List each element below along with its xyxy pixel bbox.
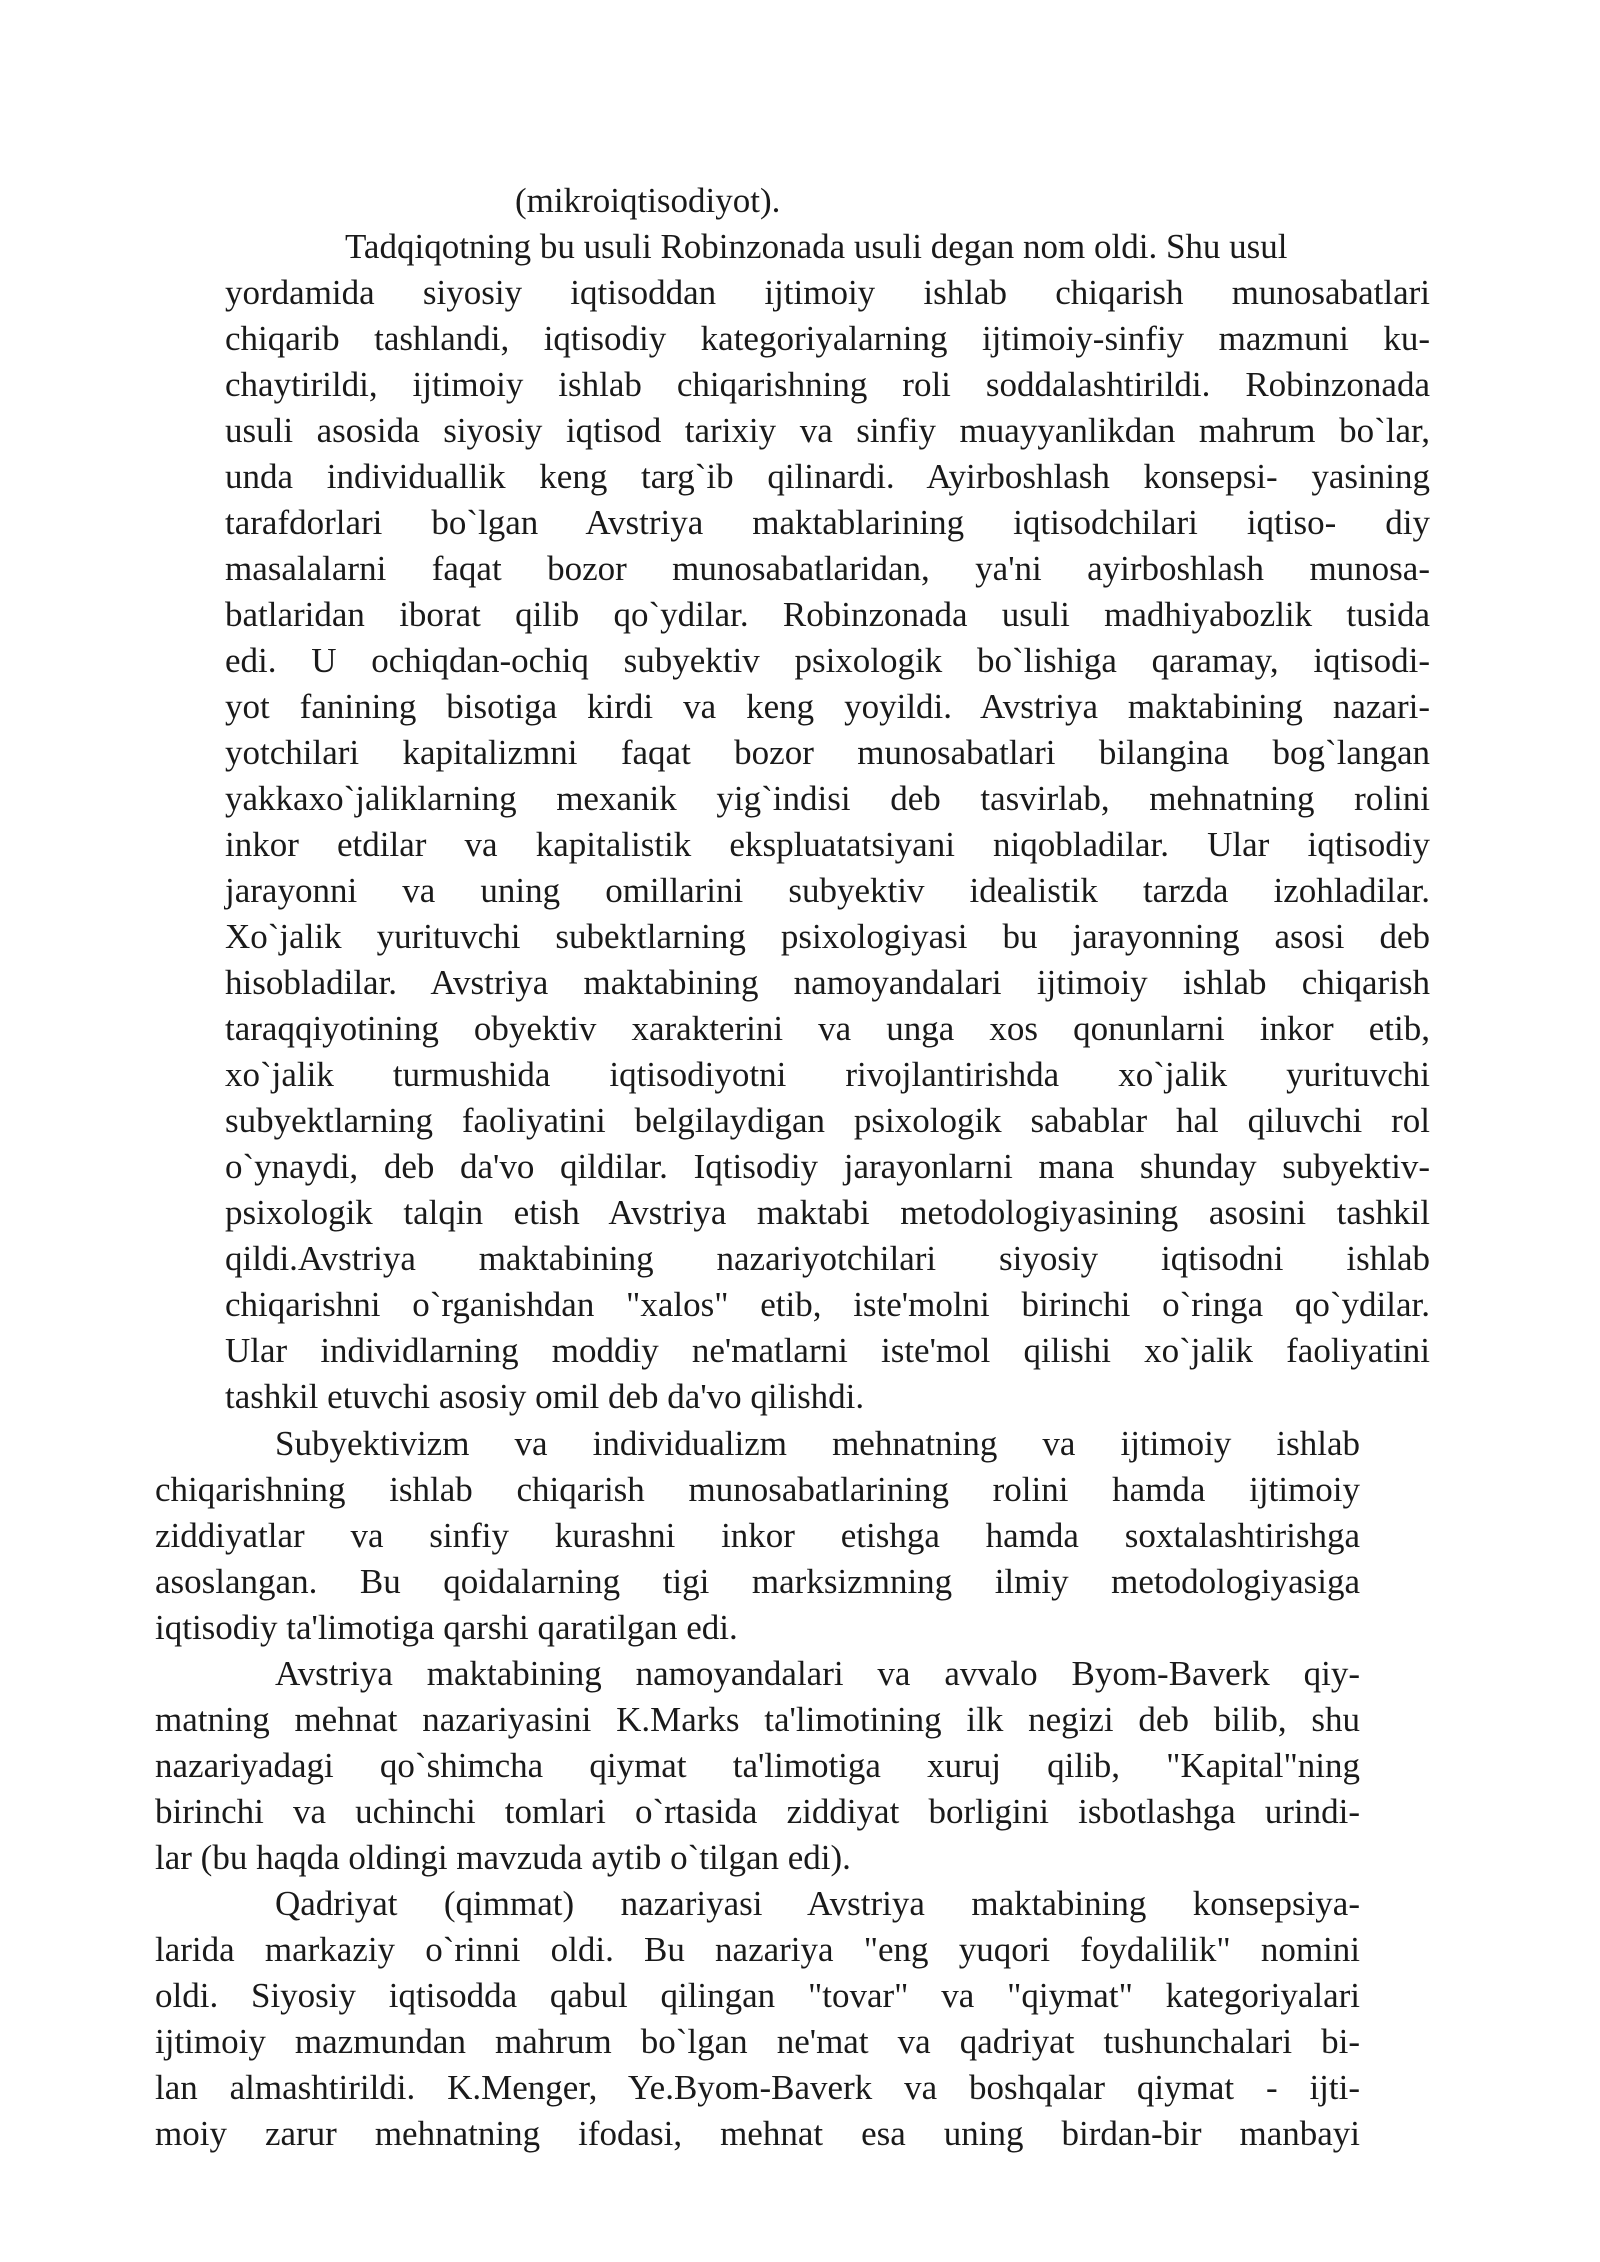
text-line: iqtisodiy ta'limotiga qarshi qaratilgan edi. [155,1608,738,1647]
text-line: lar (bu haqda oldingi mavzuda aytib o`tilgan edi). [155,1838,851,1877]
text-line: chiqarishning ishlab chiqarish munosabatlarining rolini hamda ijtimoiy [155,1470,1360,1509]
text-line: nazariyadagi qo`shimcha qiymat ta'limotiga xuruj qilib, "Kapital"ning [155,1746,1360,1785]
text-line: asoslangan. Bu qoidalarning tigi marksizmning ilmiy metodologiyasiga [155,1562,1360,1601]
text-line: birinchi va uchinchi tomlari o`rtasida ziddiyat borligini isbotlashga urindi- [155,1792,1360,1831]
text-line: ziddiyatlar va sinfiy kurashni inkor etishga hamda soxtalashtirishga [155,1516,1360,1555]
text-line: chiqarishni o`rganishdan "xalos" etib, iste'molni birinchi o`ringa qo`ydilar. [225,1285,1430,1324]
text-line: Ular individlarning moddiy ne'matlarni iste'mol qilishi xo`jalik faoliyatini [225,1331,1430,1370]
text-line: qildi.Avstriya maktabining nazariyotchilari siyosiy iqtisodni ishlab [225,1239,1430,1278]
text-line: o`ynaydi, deb da'vo qildilar. Iqtisodiy jarayonlarni mana shunday subyektiv- [225,1147,1430,1186]
text-line: yotchilari kapitalizmni faqat bozor munosabatlari bilangina bog`langan [225,733,1430,772]
text-line: subyektlarning faoliyatini belgilaydigan psixologik sabablar hal qiluvchi rol [225,1101,1430,1140]
text-line: Tadqiqotning bu usuli Robinzonada usuli degan nom oldi. Shu usul [345,227,1288,266]
text-line: chiqarib tashlandi, iqtisodiy kategoriyalarning ijtimoiy-sinfiy mazmuni ku- [225,319,1430,358]
text-line: masalalarni faqat bozor munosabatlaridan, ya'ni ayirboshlash munosa- [225,549,1430,588]
text-line: inkor etdilar va kapitalistik ekspluatatsiyani niqobladilar. Ular iqtisodiy [225,825,1430,864]
text-line: Subyektivizm va individualizm mehnatning va ijtimoiy ishlab [275,1424,1360,1463]
text-line: tashkil etuvchi asosiy omil deb da'vo qilishdi. [225,1377,865,1416]
text-line: moiy zarur mehnatning ifodasi, mehnat esa uning birdan-bir manbayi [155,2114,1360,2153]
text-line: psixologik talqin etish Avstriya maktabi metodologiyasining asosini tashkil [225,1193,1430,1232]
text-line: yordamida siyosiy iqtisoddan ijtimoiy ishlab chiqarish munosabatlari [225,273,1430,312]
text-line: edi. U ochiqdan-ochiq subyektiv psixologik bo`lishiga qaramay, iqtisodi- [225,641,1430,680]
text-line: xo`jalik turmushida iqtisodiyotni rivojlantirishda xo`jalik yurituvchi [225,1055,1430,1094]
text-line: Qadriyat (qimmat) nazariyasi Avstriya maktabining konsepsiya- [275,1884,1360,1923]
text-line: taraqqiyotining obyektiv xarakterini va unga xos qonunlarni inkor etib, [225,1009,1430,1048]
text-line: yakkaxo`jaliklarning mexanik yig`indisi deb tasvirlab, mehnatning rolini [225,779,1430,818]
text-line: oldi. Siyosiy iqtisodda qabul qilingan "tovar" va "qiymat" kategoriyalari [155,1976,1360,2015]
text-line: chaytirildi, ijtimoiy ishlab chiqarishning roli soddalashtirildi. Robinzonada [225,365,1430,404]
text-line: jarayonni va uning omillarini subyektiv idealistik tarzda izohladilar. [225,871,1430,910]
text-line: ijtimoiy mazmundan mahrum bo`lgan ne'mat va qadriyat tushunchalari bi- [155,2022,1360,2061]
text-line: lan almashtirildi. K.Menger, Ye.Byom-Baverk va boshqalar qiymat - ijti- [155,2068,1360,2107]
text-line: matning mehnat nazariyasini K.Marks ta'limotining ilk negizi deb bilib, shu [155,1700,1360,1739]
text-line: yot fanining bisotiga kirdi va keng yoyildi. Avstriya maktabining nazari- [225,687,1430,726]
text-line: batlaridan iborat qilib qo`ydilar. Robinzonada usuli madhiyabozlik tusida [225,595,1430,634]
text-line: unda individuallik keng targ`ib qilinardi. Ayirboshlash konsepsi- yasining [225,457,1430,496]
text-line: Xo`jalik yurituvchi subektlarning psixologiyasi bu jarayonning asosi deb [225,917,1430,956]
text-line: hisobladilar. Avstriya maktabining namoyandalari ijtimoiy ishlab chiqarish [225,963,1430,1002]
text-line: (mikroiqtisodiyot). [515,181,781,220]
text-line: tarafdorlari bo`lgan Avstriya maktablarining iqtisodchilari iqtiso- diy [225,503,1430,542]
text-line: usuli asosida siyosiy iqtisod tarixiy va sinfiy muayyanlikdan mahrum bo`lar, [225,411,1430,450]
text-line: larida markaziy o`rinni oldi. Bu nazariya "eng yuqori foydalilik" nomini [155,1930,1360,1969]
text-line: Avstriya maktabining namoyandalari va avvalo Byom-Baverk qiy- [275,1654,1360,1693]
